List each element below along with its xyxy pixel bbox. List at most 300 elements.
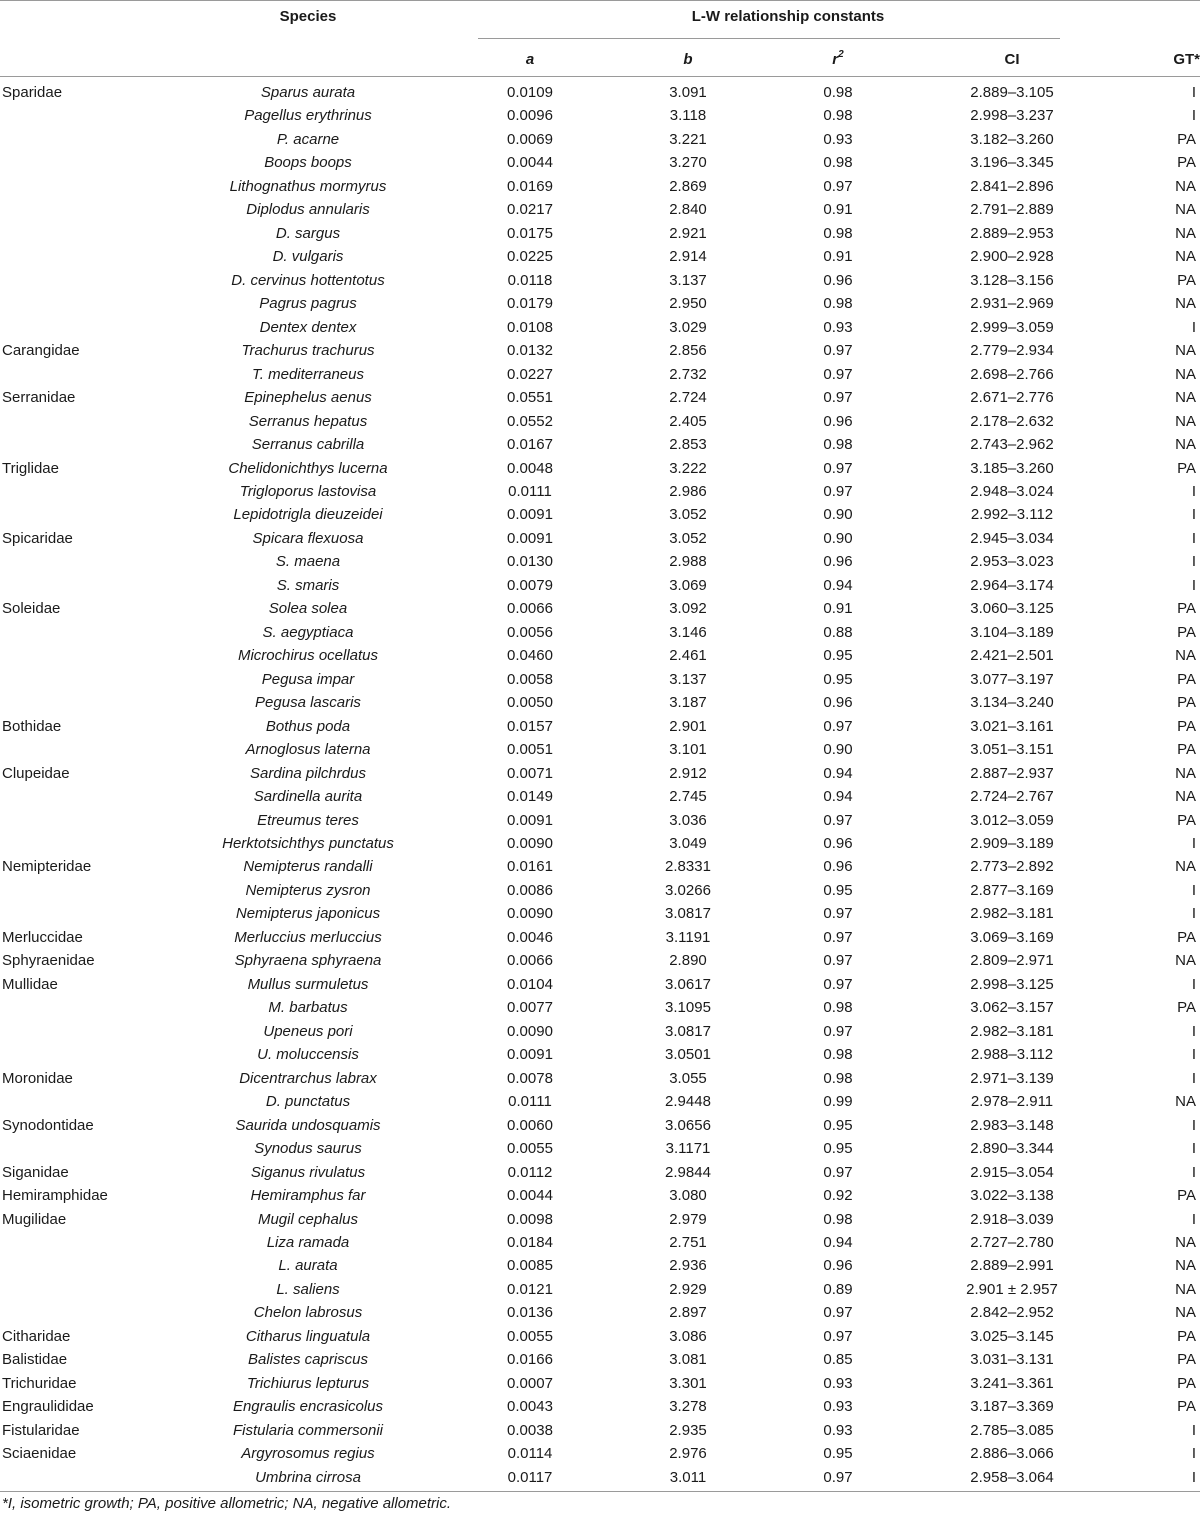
- species-cell: Balistes capriscus: [247, 1351, 369, 1369]
- gt-value-cell: NA: [1175, 201, 1196, 219]
- gt-value-cell: NA: [1175, 365, 1196, 383]
- a-value-cell: 0.0112: [507, 1163, 553, 1181]
- r2-value-cell: 0.98: [823, 1046, 853, 1064]
- species-cell: Pegusa lascaris: [255, 694, 361, 712]
- species-cell: Serranus hepatus: [248, 412, 368, 430]
- r2-value-cell: 0.90: [823, 506, 853, 524]
- r2-header-base: r: [832, 51, 839, 68]
- a-value-cell: 0.0167: [507, 436, 553, 454]
- b-value-cell: 3.036: [669, 811, 707, 829]
- table-row: [0, 902, 1200, 925]
- ci-value-cell: 3.022–3.138: [970, 1187, 1054, 1205]
- gt-value-cell: PA: [1177, 717, 1196, 735]
- b-value-cell: 3.069: [669, 576, 707, 594]
- ci-value-cell: 3.185–3.260: [970, 459, 1054, 477]
- a-value-cell: 0.0175: [507, 224, 553, 242]
- b-value-cell: 2.976: [669, 1445, 707, 1463]
- species-cell: Synodus saurus: [254, 1140, 362, 1158]
- ci-value-cell: 2.889–2.953: [970, 224, 1054, 242]
- gt-value-cell: I: [1191, 506, 1196, 524]
- ci-value-cell: 2.958–3.064: [970, 1468, 1054, 1486]
- a-value-cell: 0.0069: [507, 130, 553, 148]
- species-cell: Fistularia commersonii: [232, 1421, 384, 1439]
- table-row: [0, 363, 1200, 386]
- b-value-cell: 2.853: [669, 436, 707, 454]
- family-cell: Mugilidae: [2, 1210, 67, 1228]
- table-row: [0, 433, 1200, 456]
- ci-value-cell: 2.900–2.928: [970, 248, 1054, 266]
- species-cell: D. cervinus hottentotus: [231, 271, 385, 289]
- gt-value-cell: I: [1191, 1445, 1196, 1463]
- ci-value-cell: 2.727–2.780: [970, 1233, 1054, 1251]
- gt-value-cell: I: [1191, 553, 1196, 571]
- family-cell: Synodontidae: [2, 1116, 94, 1134]
- r2-value-cell: 0.99: [823, 1093, 853, 1111]
- family-cell: Merluccidae: [2, 928, 83, 946]
- table-row: [0, 457, 1200, 480]
- b-value-cell: 3.055: [669, 1069, 707, 1087]
- table-row: [0, 879, 1200, 902]
- gt-value-cell: PA: [1177, 1374, 1196, 1392]
- r2-value-cell: 0.98: [823, 295, 853, 313]
- ci-value-cell: 2.671–2.776: [970, 389, 1054, 407]
- b-value-cell: 2.897: [669, 1304, 707, 1322]
- r2-value-cell: 0.96: [823, 553, 853, 571]
- table-row: [0, 855, 1200, 878]
- table-row: [0, 1442, 1200, 1465]
- b-value-cell: 3.049: [669, 835, 707, 852]
- table-row: [0, 198, 1200, 221]
- table-row: [0, 762, 1200, 785]
- r2-value-cell: 0.97: [823, 177, 853, 195]
- r2-value-cell: 0.98: [823, 999, 853, 1017]
- r2-value-cell: 0.91: [823, 201, 853, 219]
- species-cell: Pagrus pagrus: [259, 295, 357, 313]
- r2-column-header: [788, 50, 888, 70]
- b-value-cell: 3.011: [669, 1468, 707, 1486]
- a-value-cell: 0.0055: [507, 1327, 553, 1345]
- family-cell: Sparidae: [2, 84, 63, 101]
- gt-value-cell: I: [1191, 1116, 1196, 1134]
- ci-value-cell: 2.791–2.889: [970, 201, 1054, 219]
- gt-value-cell: NA: [1175, 177, 1196, 195]
- species-cell: Umbrina cirrosa: [255, 1468, 361, 1486]
- gt-value-cell: PA: [1177, 1398, 1196, 1416]
- b-value-cell: 2.935: [669, 1421, 707, 1439]
- a-value-cell: 0.0108: [507, 318, 553, 336]
- a-value-cell: 0.0184: [507, 1233, 553, 1251]
- b-value-cell: 3.278: [669, 1398, 707, 1416]
- gt-value-cell: PA: [1177, 1327, 1196, 1345]
- a-value-cell: 0.0551: [507, 389, 553, 407]
- species-cell: Nemipterus randalli: [243, 858, 373, 876]
- ci-value-cell: 2.931–2.969: [970, 295, 1054, 313]
- table-row: [0, 668, 1200, 691]
- gt-value-cell: NA: [1175, 647, 1196, 665]
- b-value-cell: 3.081: [669, 1351, 707, 1369]
- table-row: [0, 1231, 1200, 1254]
- table-footnote: *I, isometric growth; PA, positive allometric; NA, negative allometric.: [2, 1495, 452, 1512]
- b-value-cell: 3.301: [669, 1374, 707, 1392]
- r2-value-cell: 0.96: [823, 694, 853, 712]
- r2-value-cell: 0.95: [823, 670, 853, 688]
- b-value-cell: 3.092: [669, 600, 707, 618]
- r2-value-cell: 0.93: [823, 318, 853, 336]
- table-row: [0, 1184, 1200, 1207]
- table-row: [0, 81, 1200, 104]
- gt-value-cell: NA: [1175, 788, 1196, 806]
- b-value-cell: 3.0817: [665, 905, 711, 923]
- r2-value-cell: 0.91: [823, 600, 853, 618]
- r2-value-cell: 0.98: [823, 1069, 853, 1087]
- r2-value-cell: 0.97: [823, 389, 853, 407]
- species-cell: Engraulis encrasicolus: [232, 1398, 384, 1416]
- gt-value-cell: PA: [1177, 459, 1196, 477]
- b-value-cell: 2.840: [669, 201, 707, 219]
- b-value-cell: 2.912: [669, 764, 707, 782]
- species-cell: Chelon labrosus: [253, 1304, 363, 1322]
- a-value-cell: 0.0050: [507, 694, 553, 712]
- species-cell: Solea solea: [268, 600, 348, 618]
- species-cell: Citharus linguatula: [245, 1327, 371, 1345]
- ci-value-cell: 2.998–3.125: [970, 975, 1054, 993]
- a-value-cell: 0.0071: [507, 764, 553, 782]
- r2-value-cell: 0.97: [823, 975, 853, 993]
- species-cell: P. acarne: [276, 130, 340, 148]
- ci-value-cell: 3.187–3.369: [970, 1398, 1054, 1416]
- a-value-cell: 0.0066: [507, 600, 553, 618]
- a-value-cell: 0.0117: [507, 1468, 553, 1486]
- b-value-cell: 3.221: [669, 130, 707, 148]
- table-row: [0, 1043, 1200, 1066]
- r2-value-cell: 0.96: [823, 858, 853, 876]
- table-row: [0, 926, 1200, 949]
- a-value-cell: 0.0044: [507, 154, 553, 172]
- table-row: [0, 386, 1200, 409]
- table-row: [0, 1114, 1200, 1137]
- ci-value-cell: 2.983–3.148: [970, 1116, 1054, 1134]
- r2-value-cell: 0.97: [823, 482, 853, 500]
- b-column-header: b: [683, 51, 693, 68]
- b-value-cell: 3.0266: [665, 881, 711, 899]
- ci-value-cell: 2.785–3.085: [970, 1421, 1054, 1439]
- a-value-cell: 0.0090: [507, 905, 553, 923]
- ci-value-cell: 2.178–2.632: [970, 412, 1054, 430]
- gt-value-cell: NA: [1175, 224, 1196, 242]
- r2-value-cell: 0.97: [823, 928, 853, 946]
- r2-value-cell: 0.93: [823, 1421, 853, 1439]
- lw-constants-group-header: L-W relationship constants: [691, 8, 885, 25]
- b-value-cell: 3.187: [669, 694, 707, 712]
- family-cell: Carangidae: [2, 342, 80, 360]
- a-value-cell: 0.0111: [508, 482, 552, 500]
- gt-value-cell: I: [1191, 1022, 1196, 1040]
- species-cell: Sphyraena sphyraena: [234, 952, 382, 970]
- b-value-cell: 3.0656: [665, 1116, 711, 1134]
- b-value-cell: 2.869: [669, 177, 707, 195]
- gt-value-cell: I: [1191, 107, 1196, 125]
- ci-value-cell: 3.069–3.169: [970, 928, 1054, 946]
- species-cell: S. aegyptiaca: [262, 623, 354, 641]
- ci-value-cell: 2.918–3.039: [970, 1210, 1054, 1228]
- a-value-cell: 0.0118: [507, 271, 553, 289]
- gt-value-cell: I: [1191, 318, 1196, 336]
- r2-value-cell: 0.97: [823, 811, 853, 829]
- ci-value-cell: 2.982–3.181: [970, 905, 1054, 923]
- species-cell: D. punctatus: [265, 1093, 351, 1111]
- ci-value-cell: 3.060–3.125: [970, 600, 1054, 618]
- gt-value-cell: I: [1191, 529, 1196, 547]
- a-value-cell: 0.0060: [507, 1116, 553, 1134]
- ci-value-cell: 3.241–3.361: [970, 1374, 1054, 1392]
- gt-value-cell: NA: [1175, 1093, 1196, 1111]
- gt-value-cell: I: [1191, 905, 1196, 923]
- table-row: [0, 597, 1200, 620]
- family-cell: Nemipteridae: [2, 858, 92, 876]
- a-value-cell: 0.0091: [507, 1046, 553, 1064]
- table-body: [0, 81, 1200, 1489]
- a-value-cell: 0.0098: [507, 1210, 553, 1228]
- gt-value-cell: NA: [1175, 1280, 1196, 1298]
- header-bottom-rule: [0, 76, 1200, 77]
- gt-value-cell: PA: [1177, 741, 1196, 759]
- r2-value-cell: 0.96: [823, 271, 853, 289]
- species-cell: Mullus surmuletus: [247, 975, 369, 993]
- b-value-cell: 3.052: [669, 506, 707, 524]
- r2-value-cell: 0.93: [823, 130, 853, 148]
- a-value-cell: 0.0552: [507, 412, 553, 430]
- ci-value-cell: 2.809–2.971: [970, 952, 1054, 970]
- b-value-cell: 2.461: [669, 647, 707, 665]
- r2-value-cell: 0.97: [823, 1327, 853, 1345]
- b-value-cell: 3.091: [669, 84, 707, 101]
- ci-value-cell: 3.062–3.157: [970, 999, 1054, 1017]
- ci-value-cell: 2.743–2.962: [970, 436, 1054, 454]
- table-row: [0, 1348, 1200, 1371]
- species-cell: Siganus rivulatus: [250, 1163, 366, 1181]
- gt-value-cell: PA: [1177, 130, 1196, 148]
- r2-value-cell: 0.94: [823, 764, 853, 782]
- r2-value-cell: 0.97: [823, 1163, 853, 1181]
- r2-value-cell: 0.97: [823, 1304, 853, 1322]
- r2-value-cell: 0.95: [823, 647, 853, 665]
- gt-value-cell: I: [1191, 975, 1196, 993]
- species-cell: Hemiramphus far: [250, 1187, 366, 1205]
- species-cell: L. aurata: [278, 1257, 338, 1275]
- ci-value-cell: 3.134–3.240: [970, 694, 1054, 712]
- table-row: [0, 621, 1200, 644]
- b-value-cell: 3.137: [669, 670, 707, 688]
- a-value-cell: 0.0227: [507, 365, 553, 383]
- gt-value-cell: I: [1191, 1069, 1196, 1087]
- a-value-cell: 0.0104: [507, 975, 553, 993]
- a-value-cell: 0.0086: [507, 881, 553, 899]
- table-row: [0, 503, 1200, 526]
- species-cell: L. saliens: [276, 1280, 340, 1298]
- a-value-cell: 0.0046: [507, 928, 553, 946]
- r2-value-cell: 0.97: [823, 459, 853, 477]
- ci-value-cell: 2.909–3.189: [970, 835, 1054, 852]
- species-cell: Pagellus erythrinus: [244, 107, 372, 125]
- gt-value-cell: I: [1191, 1468, 1196, 1486]
- gt-value-cell: PA: [1177, 623, 1196, 641]
- species-cell: Saurida undosquamis: [235, 1116, 381, 1134]
- gt-value-cell: NA: [1175, 952, 1196, 970]
- table-row: [0, 949, 1200, 972]
- a-value-cell: 0.0111: [508, 1093, 552, 1111]
- a-value-cell: 0.0077: [507, 999, 553, 1017]
- gt-value-cell: I: [1191, 576, 1196, 594]
- table-row: [0, 269, 1200, 292]
- b-value-cell: 2.9844: [665, 1163, 711, 1181]
- r2-value-cell: 0.98: [823, 436, 853, 454]
- b-value-cell: 3.029: [669, 318, 707, 336]
- species-cell: Lepidotrigla dieuzeidei: [233, 506, 383, 524]
- gt-value-cell: I: [1191, 1140, 1196, 1158]
- gt-value-cell: PA: [1177, 928, 1196, 946]
- species-cell: S. maena: [275, 553, 341, 571]
- table-row: [0, 1325, 1200, 1348]
- ci-value-cell: 2.915–3.054: [970, 1163, 1054, 1181]
- species-cell: Sparus aurata: [260, 84, 356, 101]
- r2-value-cell: 0.97: [823, 952, 853, 970]
- species-cell: Boops boops: [264, 154, 352, 172]
- r2-value-cell: 0.95: [823, 1116, 853, 1134]
- r2-value-cell: 0.92: [823, 1187, 853, 1205]
- b-value-cell: 3.118: [669, 107, 707, 125]
- r2-value-cell: 0.89: [823, 1280, 853, 1298]
- b-value-cell: 2.405: [669, 412, 707, 430]
- b-value-cell: 3.0617: [665, 975, 711, 993]
- table-row: [0, 222, 1200, 245]
- species-cell: D. vulgaris: [272, 248, 344, 266]
- gt-value-cell: NA: [1175, 412, 1196, 430]
- ci-value-cell: 3.128–3.156: [970, 271, 1054, 289]
- species-cell: U. moluccensis: [257, 1046, 359, 1064]
- r2-value-cell: 0.91: [823, 248, 853, 266]
- a-value-cell: 0.0091: [507, 811, 553, 829]
- gt-value-cell: PA: [1177, 694, 1196, 712]
- gt-value-cell: PA: [1177, 999, 1196, 1017]
- ci-value-cell: 2.889–3.105: [970, 84, 1054, 101]
- r2-value-cell: 0.94: [823, 576, 853, 594]
- table-bottom-rule: [0, 1491, 1200, 1492]
- gt-value-cell: PA: [1177, 600, 1196, 618]
- b-value-cell: 2.921: [669, 224, 707, 242]
- species-cell: S. smaris: [276, 576, 340, 594]
- ci-value-cell: 2.779–2.934: [970, 342, 1054, 360]
- species-cell: Arnoglosus laterna: [245, 741, 371, 759]
- ci-value-cell: 2.890–3.344: [970, 1140, 1054, 1158]
- gt-value-cell: I: [1191, 1046, 1196, 1064]
- gt-value-cell: NA: [1175, 436, 1196, 454]
- table-row: [0, 1254, 1200, 1277]
- b-value-cell: 3.0501: [665, 1046, 711, 1064]
- r2-value-cell: 0.97: [823, 342, 853, 360]
- species-cell: D. sargus: [275, 224, 341, 242]
- species-cell: Spicara flexuosa: [252, 529, 364, 547]
- ci-value-cell: 3.077–3.197: [970, 670, 1054, 688]
- r2-value-cell: 0.93: [823, 1374, 853, 1392]
- table-row: [0, 104, 1200, 127]
- r2-value-cell: 0.97: [823, 717, 853, 735]
- table-row: [0, 1067, 1200, 1090]
- a-value-cell: 0.0161: [507, 858, 553, 876]
- species-cell: Nemipterus japonicus: [235, 905, 381, 923]
- table-row: [0, 128, 1200, 151]
- species-cell: Upeneus pori: [263, 1022, 353, 1040]
- a-value-cell: 0.0091: [507, 506, 553, 524]
- table-row: [0, 175, 1200, 198]
- ci-value-cell: 2.887–2.937: [970, 764, 1054, 782]
- family-cell: Balistidae: [2, 1351, 68, 1369]
- table-row: [0, 973, 1200, 996]
- table-row: [0, 480, 1200, 503]
- r2-value-cell: 0.97: [823, 1468, 853, 1486]
- gt-value-cell: NA: [1175, 295, 1196, 313]
- b-value-cell: 2.936: [669, 1257, 707, 1275]
- species-cell: Trachurus trachurus: [241, 342, 375, 360]
- table-row: [0, 1372, 1200, 1395]
- ci-value-cell: 2.999–3.059: [970, 318, 1054, 336]
- table-row: [0, 691, 1200, 714]
- ci-value-cell: 2.998–3.237: [970, 107, 1054, 125]
- r2-value-cell: 0.96: [823, 412, 853, 430]
- family-cell: Soleidae: [2, 600, 61, 618]
- b-value-cell: 2.914: [669, 248, 707, 266]
- table-row: [0, 644, 1200, 667]
- a-value-cell: 0.0090: [507, 835, 553, 852]
- a-value-cell: 0.0169: [507, 177, 553, 195]
- gt-value-cell: I: [1191, 835, 1196, 852]
- r2-value-cell: 0.98: [823, 224, 853, 242]
- species-cell: Trichiurus lepturus: [246, 1374, 370, 1392]
- a-value-cell: 0.0225: [507, 248, 553, 266]
- a-value-cell: 0.0166: [507, 1351, 553, 1369]
- species-cell: Herktotsichthys punctatus: [222, 835, 394, 852]
- a-value-cell: 0.0460: [507, 647, 553, 665]
- ci-value-cell: 3.031–3.131: [970, 1351, 1054, 1369]
- ci-value-cell: 2.421–2.501: [970, 647, 1054, 665]
- a-value-cell: 0.0132: [507, 342, 553, 360]
- ci-value-cell: 2.724–2.767: [970, 788, 1054, 806]
- species-cell: Mugil cephalus: [257, 1210, 359, 1228]
- a-value-cell: 0.0038: [507, 1421, 553, 1439]
- ci-value-cell: 2.945–3.034: [970, 529, 1054, 547]
- family-cell: Engraulididae: [2, 1398, 94, 1416]
- species-column-header: Species: [279, 8, 337, 25]
- b-value-cell: 3.0817: [665, 1022, 711, 1040]
- r2-value-cell: 0.95: [823, 1445, 853, 1463]
- table-row: [0, 410, 1200, 433]
- table-top-rule: [0, 0, 1200, 1]
- b-value-cell: 2.929: [669, 1280, 707, 1298]
- b-value-cell: 3.1095: [665, 999, 711, 1017]
- ci-value-cell: 2.992–3.112: [970, 506, 1054, 524]
- ci-value-cell: 2.964–3.174: [970, 576, 1054, 594]
- b-value-cell: 2.979: [669, 1210, 707, 1228]
- species-cell: Etreumus teres: [257, 811, 359, 829]
- r2-value-cell: 0.94: [823, 788, 853, 806]
- table-row: [0, 1020, 1200, 1043]
- ci-value-cell: 3.012–3.059: [970, 811, 1054, 829]
- a-value-cell: 0.0157: [507, 717, 553, 735]
- family-cell: Siganidae: [2, 1163, 69, 1181]
- ci-value-cell: 2.841–2.896: [970, 177, 1054, 195]
- table-row: [0, 1278, 1200, 1301]
- r2-value-cell: 0.95: [823, 881, 853, 899]
- b-value-cell: 2.724: [669, 389, 707, 407]
